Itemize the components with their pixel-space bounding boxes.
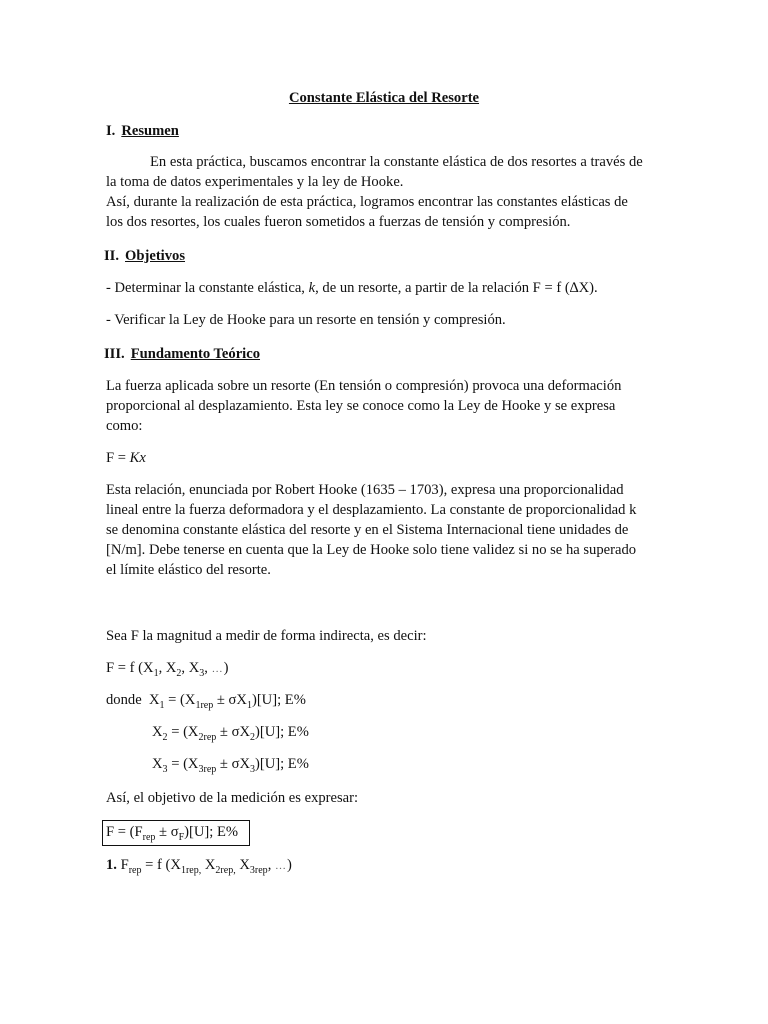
eq-part: X	[235, 857, 250, 873]
equation-kx: Kx	[129, 450, 146, 466]
eq-part: X	[148, 692, 160, 708]
fundamento-line: se denomina constante elástica del resorte y en el Sistema Internacional tiene unidades de	[106, 522, 629, 538]
section-heading-fundamento	[104, 344, 260, 364]
eq-part: ± σX	[216, 756, 250, 772]
fundamento-line: Sea F la magnitud a medir de forma indirecta, es decir:	[106, 628, 427, 644]
eq-part: F = (F	[106, 824, 143, 840]
eq-sub: 1rep	[195, 699, 214, 711]
eq-part: = (X	[167, 756, 199, 772]
eq-part: F = f (X	[106, 660, 154, 676]
fundamento-line: proporcional al desplazamiento. Esta ley se conoce como la Ley de Hooke y se expresa	[106, 398, 616, 414]
eq-part: ± σX	[213, 692, 247, 708]
eq-part: , X	[181, 660, 200, 676]
eq-sub: 2	[176, 667, 182, 679]
resumen-line: Así, durante la realización de esta práctica, logramos encontrar las constantes elásticas de	[106, 194, 628, 210]
equation-text: F =	[106, 450, 130, 466]
eq-part: )[U]; E%	[251, 692, 306, 708]
eq-sub: 3rep	[249, 864, 268, 876]
eq-part: )	[223, 660, 229, 676]
eq-sub: 1	[159, 699, 165, 711]
eq-part: F	[116, 857, 129, 873]
variable-definition-2	[152, 722, 309, 742]
section-heading-resumen	[106, 121, 179, 141]
fundamento-line: Esta relación, enunciada por Robert Hooke (1635 – 1703), expresa una proporcionalidad	[106, 482, 624, 498]
eq-part: X	[201, 857, 216, 873]
eq-part: ,	[267, 857, 272, 873]
step-1-equation	[106, 855, 292, 876]
eq-part: )[U]; E%	[254, 756, 309, 772]
eq-part: ± σX	[216, 724, 250, 740]
eq-sub: rep	[128, 864, 142, 876]
fundamento-line: el límite elástico del resorte.	[106, 562, 271, 578]
eq-part: X	[152, 756, 163, 772]
resumen-line: los dos resortes, los cuales fueron sometidos a fuerzas de tensión y compresión.	[106, 214, 571, 230]
fundamento-line: [N/m]. Debe tenerse en cuenta que la Ley de Hooke solo tiene validez si no se ha superado	[106, 542, 637, 558]
eq-sub: 3	[162, 763, 168, 775]
eq-sub: rep	[142, 831, 156, 843]
fundamento-line: como:	[106, 418, 143, 434]
eq-part: donde	[106, 692, 142, 708]
eq-part: , X	[158, 660, 177, 676]
eq-part: = f (X	[141, 857, 181, 873]
eq-sub: 3rep	[198, 763, 217, 775]
eq-part: ,	[204, 660, 208, 676]
resumen-line: En esta práctica, buscamos encontrar la constante elástica de dos resortes a través de	[150, 154, 643, 170]
eq-sub: 1	[246, 699, 252, 711]
eq-sub: 1	[153, 667, 159, 679]
section-label: Fundamento Teórico	[130, 346, 261, 362]
page-title: Constante Elástica del Resorte	[288, 90, 480, 106]
eq-part: )	[287, 857, 292, 873]
eq-part: = (X	[164, 692, 196, 708]
variable-k: k	[308, 280, 316, 296]
eq-sub: 2rep	[198, 731, 217, 743]
result-equation	[106, 822, 238, 842]
eq-part: )[U]; E%	[184, 824, 239, 840]
section-label: Resumen	[121, 123, 179, 139]
variable-definition-3	[152, 754, 309, 774]
eq-part: ± σ	[155, 824, 179, 840]
eq-sub: 1rep,	[180, 864, 202, 876]
objetivo-text: , de un resorte, a partir de la relación F = f (∆X).	[315, 280, 598, 296]
ellipsis: …	[211, 663, 224, 675]
eq-sub: 3	[199, 667, 205, 679]
function-equation	[106, 658, 228, 679]
eq-sub: 2rep,	[215, 864, 236, 876]
ellipsis: …	[275, 860, 287, 872]
eq-sub: 2	[249, 731, 255, 743]
objetivo-1	[106, 278, 598, 298]
section-number: II.	[104, 248, 120, 264]
section-number: III.	[104, 346, 125, 362]
section-label: Objetivos	[125, 248, 186, 264]
section-heading-objetivos	[104, 246, 185, 266]
fundamento-line: lineal entre la fuerza deformadora y el desplazamiento. La constante de proporcionalidad k	[106, 502, 637, 518]
objetivo-text: - Determinar la constante elástica,	[106, 280, 309, 296]
section-number: I.	[106, 123, 116, 139]
eq-sub: F	[178, 831, 185, 843]
objetivo-2: - Verificar la Ley de Hooke para un resorte en tensión y compresión.	[106, 312, 506, 328]
eq-part: X	[152, 724, 163, 740]
eq-part: )[U]; E%	[254, 724, 309, 740]
hooke-equation	[106, 448, 146, 468]
resumen-line: la toma de datos experimentales y la ley de Hooke.	[106, 174, 404, 190]
variable-definition-1	[106, 690, 306, 710]
fundamento-line: La fuerza aplicada sobre un resorte (En tensión o compresión) provoca una deformación	[106, 378, 622, 394]
step-number: 1.	[106, 857, 117, 873]
eq-sub: 3	[249, 763, 255, 775]
eq-sub: 2	[162, 731, 168, 743]
eq-part: = (X	[167, 724, 199, 740]
fundamento-line: Así, el objetivo de la medición es expresar:	[106, 790, 359, 806]
